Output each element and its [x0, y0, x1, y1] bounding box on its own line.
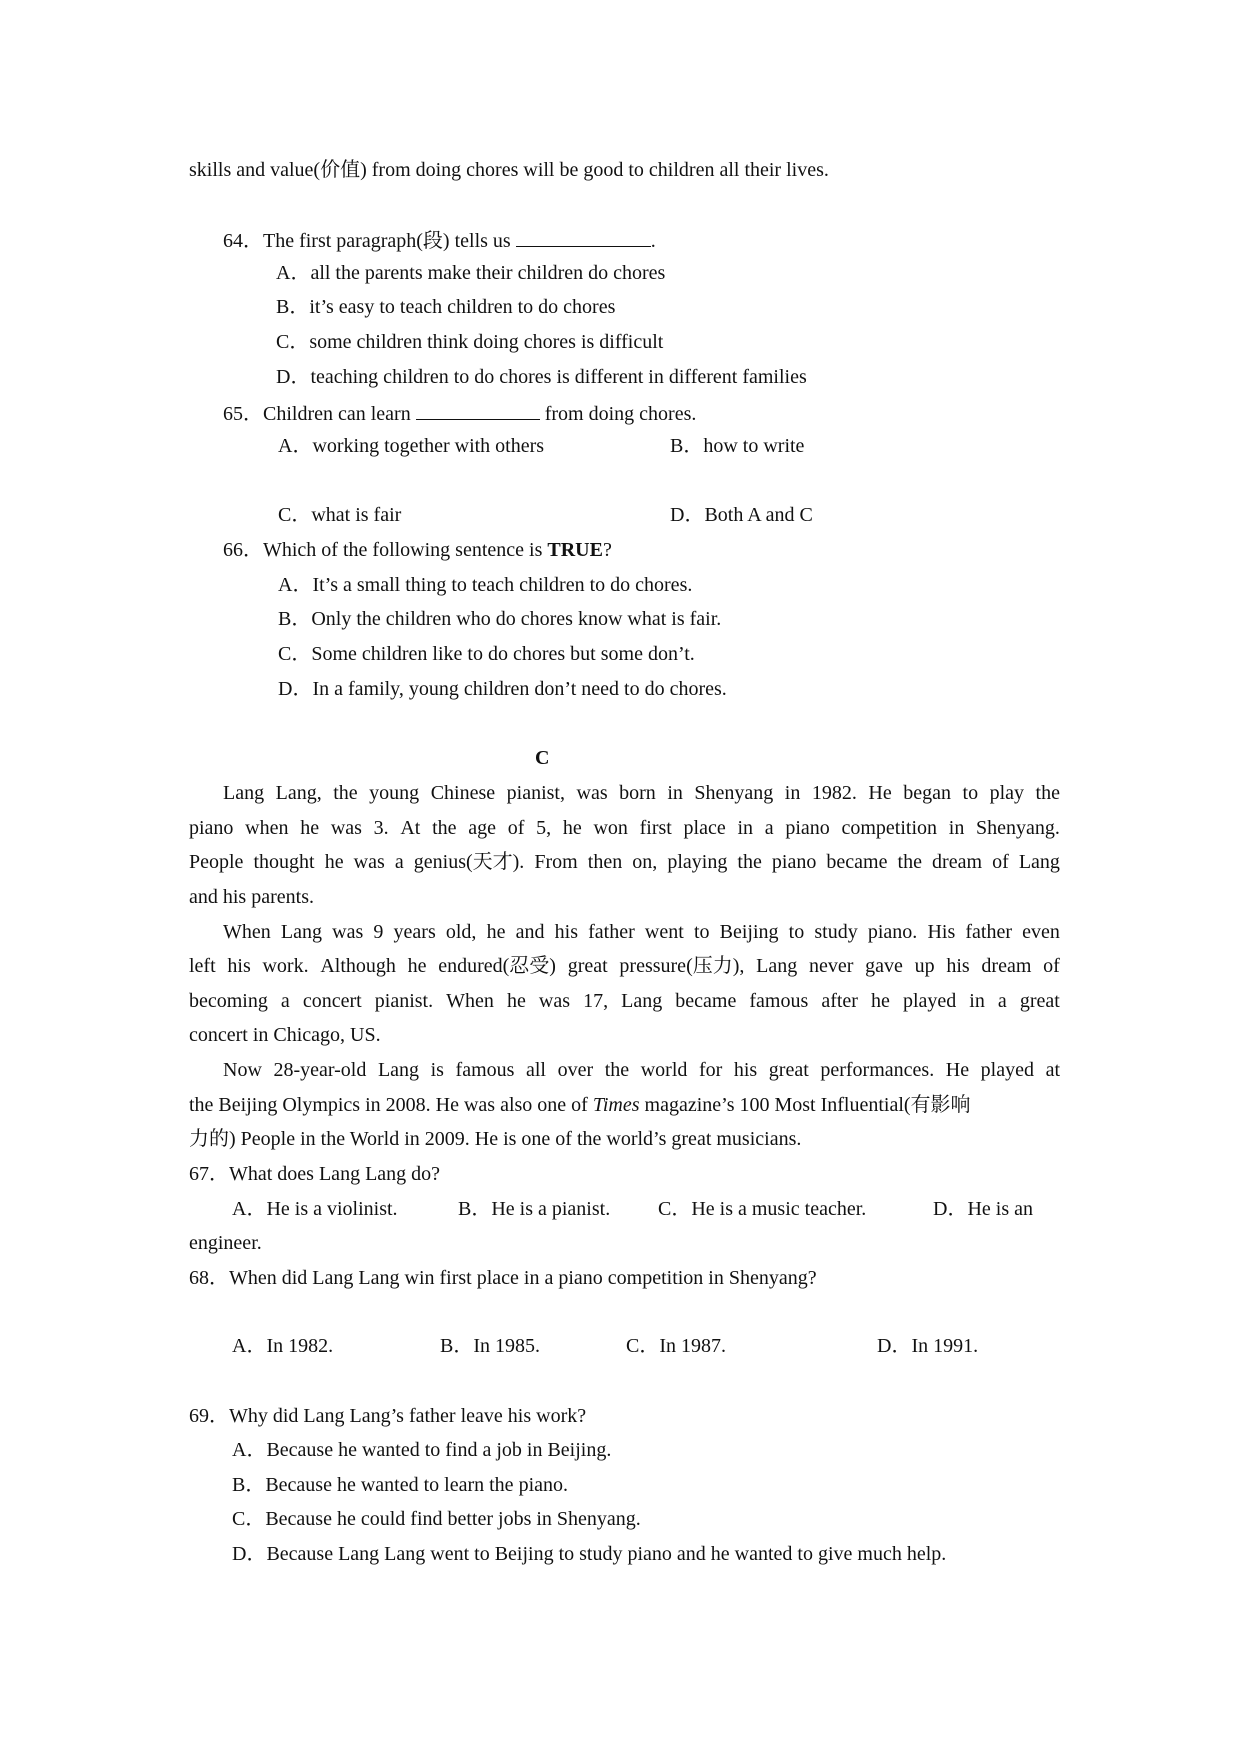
- magazine-title: Times: [592, 1094, 640, 1116]
- section-heading: C: [535, 747, 550, 769]
- paragraph-1-line-3: People thought he was a genius(天才). From then on, playing the piano became the dream of Lang: [189, 851, 1060, 873]
- paragraph-2-line-2: left his work. Although he endured(忍受) great pressure(压力), Lang never gave up his dream of: [189, 955, 1060, 977]
- question-65-option-b: B．how to write: [670, 435, 805, 457]
- paragraph-3-line-3: 力的) People in the World in 2009. He is one of the world’s great musicians.: [189, 1128, 802, 1150]
- answer-blank: [516, 228, 651, 247]
- paragraph-2-line-4: concert in Chicago, US.: [189, 1024, 381, 1046]
- question-64-stem-text: 64．The first paragraph(段) tells us: [223, 230, 516, 252]
- question-69-option-d: D．Because Lang Lang went to Beijing to study piano and he wanted to give much help.: [232, 1543, 947, 1565]
- question-64-option-b: B．it’s easy to teach children to do chores: [276, 296, 616, 318]
- question-68-stem: 68．When did Lang Lang win first place in a piano competition in Shenyang?: [189, 1267, 817, 1289]
- paragraph-1-line-4: and his parents.: [189, 886, 314, 908]
- question-69-option-a: A．Because he wanted to find a job in Beijing.: [232, 1439, 612, 1461]
- question-64-option-c: C．some children think doing chores is difficult: [276, 331, 664, 353]
- paragraph-1-line-1: Lang Lang, the young Chinese pianist, was born in Shenyang in 1982. He began to play the: [223, 782, 1060, 804]
- question-66-stem: [223, 540, 612, 560]
- question-68-option-d: D．In 1991.: [877, 1335, 979, 1357]
- paragraph-3-line-2: [189, 1095, 971, 1115]
- question-68-option-c: C．In 1987.: [626, 1335, 726, 1357]
- question-65-stem-text: 65．Children can learn: [223, 403, 416, 425]
- question-65-stem-end: from doing chores.: [539, 403, 697, 425]
- question-66-option-b: B．Only the children who do chores know what is fair.: [278, 608, 722, 630]
- question-66-option-a: A．It’s a small thing to teach children to do chores.: [278, 574, 693, 596]
- question-68-option-b: B．In 1985.: [440, 1335, 540, 1357]
- question-66-option-d: D．In a family, young children don’t need to do chores.: [278, 678, 727, 700]
- question-64-option-a: A．all the parents make their children do chores: [276, 262, 666, 284]
- paragraph-2-line-1: When Lang was 9 years old, he and his father went to Beijing to study piano. His father even: [223, 921, 1060, 943]
- question-64-option-d: D．teaching children to do chores is different in different families: [276, 366, 807, 388]
- question-67-option-d: D．He is an: [933, 1198, 1033, 1220]
- question-67-option-a: A．He is a violinist.: [232, 1198, 398, 1220]
- paragraph-1-line-2: piano when he was 3. At the age of 5, he won first place in a piano competition in Shenyang.: [189, 817, 1060, 839]
- paragraph-2-line-3: becoming a concert pianist. When he was 17, Lang became famous after he played in a great: [189, 990, 1060, 1012]
- paragraph-3-line-1: Now 28-year-old Lang is famous all over the world for his great performances. He played at: [223, 1059, 1060, 1081]
- question-64-stem-end: .: [650, 230, 656, 252]
- question-64-stem: [223, 228, 656, 251]
- question-69-option-b: B．Because he wanted to learn the piano.: [232, 1474, 568, 1496]
- question-66-stem-bold: TRUE: [547, 539, 603, 561]
- question-65-stem: [223, 401, 696, 424]
- question-69-stem: 69．Why did Lang Lang’s father leave his work?: [189, 1405, 587, 1427]
- question-66-stem-end: ?: [602, 539, 612, 561]
- question-67-option-c: C．He is a music teacher.: [658, 1198, 867, 1220]
- paragraph-3-line-2-end: magazine’s 100 Most Influential(有影响: [639, 1094, 971, 1116]
- question-66-option-c: C．Some children like to do chores but some don’t.: [278, 643, 695, 665]
- question-65-option-d: D．Both A and C: [670, 504, 813, 526]
- question-68-option-a: A．In 1982.: [232, 1335, 334, 1357]
- question-66-stem-text: 66．Which of the following sentence is: [223, 539, 548, 561]
- paragraph-3-line-2-start: the Beijing Olympics in 2008. He was also one of: [189, 1094, 593, 1116]
- answer-blank: [416, 401, 540, 420]
- question-67-option-d-continued: engineer.: [189, 1232, 262, 1254]
- question-65-option-c: C．what is fair: [278, 504, 402, 526]
- question-69-option-c: C．Because he could find better jobs in Shenyang.: [232, 1508, 641, 1530]
- question-65-option-a: A．working together with others: [278, 435, 545, 457]
- question-67-option-b: B．He is a pianist.: [458, 1198, 611, 1220]
- intro-text: skills and value(价值) from doing chores will be good to children all their lives.: [189, 159, 829, 181]
- question-67-stem: 67．What does Lang Lang do?: [189, 1163, 441, 1185]
